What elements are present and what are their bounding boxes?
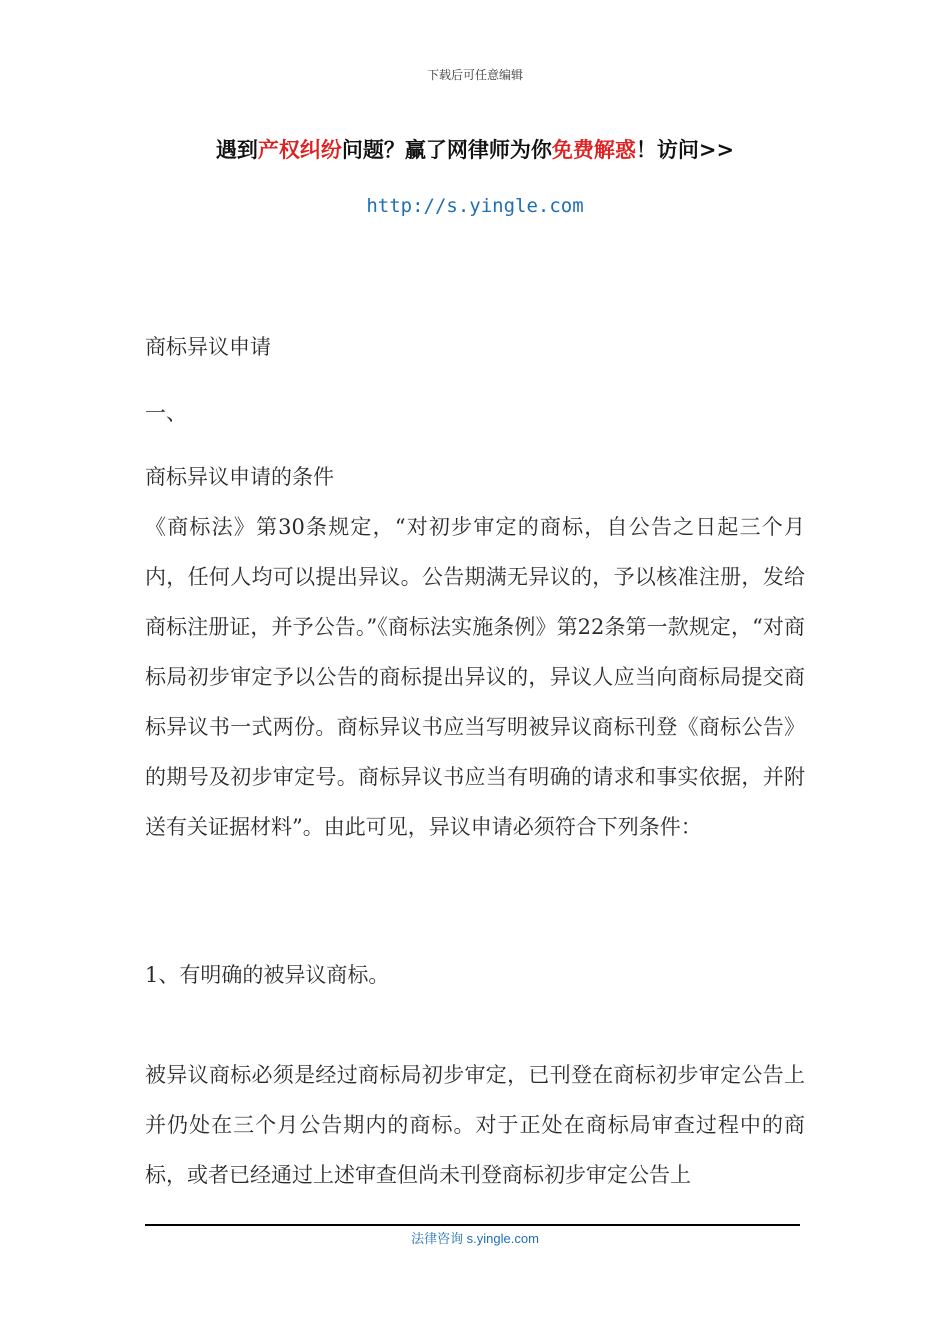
promo-url-link[interactable]: http://s.yingle.com [366,195,584,217]
paragraph-conditions: 《商标法》第30条规定，“对初步审定的商标，自公告之日起三个月内，任何人均可以提出异议。公告期满无异议的，予以核准注册，发给商标注册证，并予公告。”《商标法实施条例》第22条第一款规定，“对商标局初步审定予以公告的商标提出异议的，异议人应当向商标局提交商标异议书一式两份。商标异议书应当写明被异议商标刊登《商标公告》的期号及初步审定号。商标异议书应当有明确的请求和事实依据，并附送有关证据材料”。由此可见，异议申请必须符合下列条件： [145,515,805,839]
list-item-1: 1、有明确的被异议商标。 [145,963,390,987]
promo-highlight-1: 产权纠纷 [257,137,342,162]
footer-link[interactable]: 法律咨询 s.yingle.com [411,1231,539,1246]
paragraph-explanation: 被异议商标必须是经过商标局初步审定，已刊登在商标初步审定公告上并仍处在三个月公告期内的商标。对于正处在商标局审查过程中的商标，或者已经通过上述审查但尚未刊登商标初步审定公告上 [145,1063,805,1187]
promo-highlight-2: 免费解惑 [551,137,636,162]
promo-text-1: 遇到 [215,137,258,162]
header-note: 下载后可任意编辑 [426,68,523,82]
section-number: 一、 [145,401,187,425]
promo-text-2: 问题？赢了网律师为你 [341,137,552,162]
footer-divider [145,1224,800,1226]
promo-text-3: ！访问>> [635,137,735,162]
document-title: 商标异议申请 [145,335,271,359]
section-heading: 商标异议申请的条件 [145,465,334,489]
promo-banner[interactable] [0,134,950,164]
